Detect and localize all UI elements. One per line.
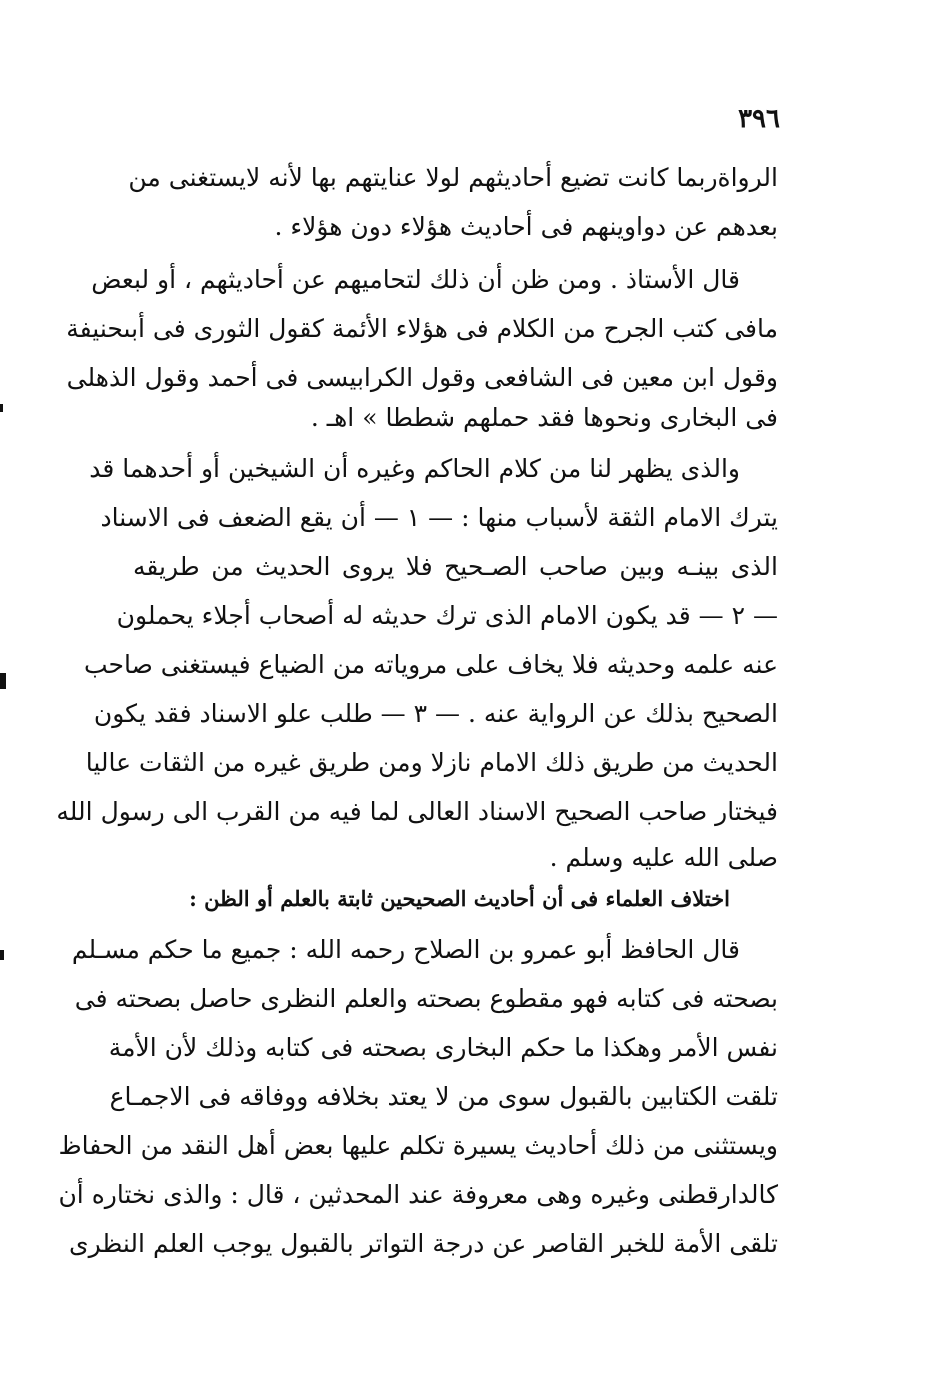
text-line: كالدارقطنى وغيره وهى معروفة عند المحدثين ، قال : والذى نختاره أن bbox=[58, 1180, 778, 1209]
text-line: عنه علمه وحديثه فلا يخاف على مروياته من الضياع فيستغنى صاحب bbox=[83, 650, 778, 679]
text-line: الذى بينـه وبين صاحب الصـحيح فلا يروى الحديث من طريقه bbox=[133, 552, 778, 581]
text-line: وقول ابن معين فى الشافعى وقول الكرابيسى فى أحمد وقول الذهلى bbox=[66, 363, 778, 392]
text-line: بعدهم عن دواوينهم فى أحاديث هؤلاء دون هؤلاء . bbox=[274, 212, 778, 241]
scan-artifact bbox=[0, 950, 4, 960]
text-line: — ٢ — قد يكون الامام الذى ترك حديثه له أصحاب أجلاء يحملون bbox=[116, 601, 778, 630]
text-line: ويستثنى من ذلك أحاديث يسيرة تكلم عليها بعض أهل النقد من الحفاظ bbox=[58, 1131, 778, 1160]
text-line: نفس الأمر وهكذا ما حكم البخارى بصحته فى كتابه وذلك لأن الأمة bbox=[108, 1033, 778, 1062]
text-line: قال الحافظ أبو عمرو بن الصلاح رحمه الله : جميع ما حكم مسـلم bbox=[71, 935, 740, 964]
text-line: تلقى الأمة للخبر القاصر عن درجة التواتر بالقبول يوجب العلم النظرى bbox=[69, 1229, 778, 1258]
scan-artifact bbox=[0, 673, 6, 689]
text-line: قال الأستاذ . ومن ظن أن ذلك لتحاميهم عن أحاديثهم ، أو لبعض bbox=[91, 265, 740, 294]
text-line: صلى الله عليه وسلم . bbox=[549, 843, 778, 872]
text-line: الصحيح بذلك عن الرواية عنه . — ٣ — طلب علو الاسناد فقد يكون bbox=[93, 699, 778, 728]
scan-artifact bbox=[0, 404, 3, 412]
text-line: والذى يظهر لنا من كلام الحاكم وغيره أن الشيخين أو أحدهما قد bbox=[89, 454, 740, 483]
text-line: مافى كتب الجرح من الكلام فى هؤلاء الأئمة كقول الثورى فى أبىحنيفة bbox=[66, 314, 778, 343]
text-line: يترك الامام الثقة لأسباب منها : — ١ — أن يقع الضعف فى الاسناد bbox=[100, 503, 778, 532]
text-line: الرواةربما كانت تضيع أحاديثهم لولا عنايتهم بها لأنه لايستغنى من bbox=[128, 163, 778, 192]
page-number: ٣٩٦ bbox=[738, 104, 780, 134]
text-line: تلقت الكتابين بالقبول سوى من لا يعتد بخلافه ووفاقه فى الاجمـاع bbox=[109, 1082, 778, 1111]
text-line: الحديث من طريق ذلك الامام نازلا ومن طريق غيره من الثقات عاليا bbox=[85, 748, 778, 777]
text-line: فى البخارى ونحوها فقد حملهم شططا » اهـ . bbox=[310, 403, 778, 432]
text-line: بصحته فى كتابه فهو مقطوع بصحته والعلم النظرى حاصل بصحته فى bbox=[74, 984, 778, 1013]
section-heading: اختلاف العلماء فى أن أحاديث الصحيحين ثابتة بالعلم أو الظن : bbox=[189, 886, 730, 911]
text-line: فيختار صاحب الصحيح الاسناد العالى لما فيه من القرب الى رسول الله bbox=[56, 797, 778, 826]
